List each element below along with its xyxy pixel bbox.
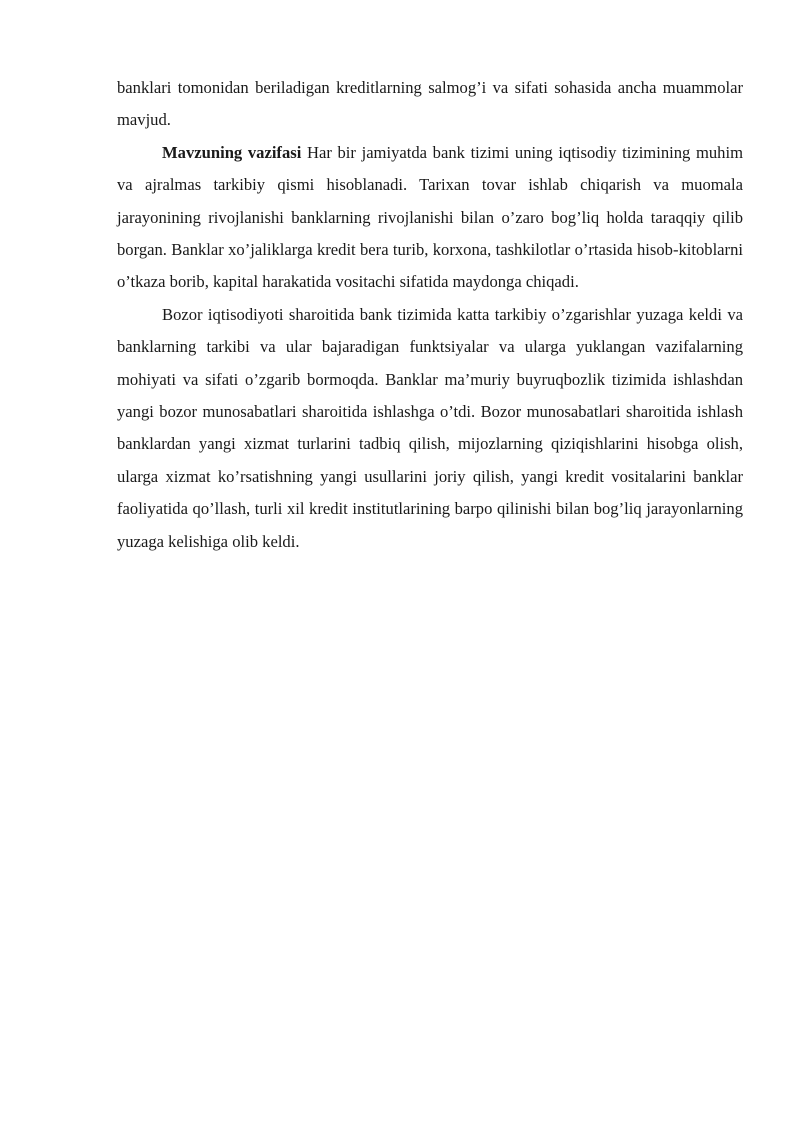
section-term: Mavzuning vazifasi — [162, 142, 302, 162]
paragraph-task — [117, 137, 743, 299]
document-page — [117, 72, 743, 558]
paragraph-market-economy: Bozor iqtisodiyoti sharoitida bank tizimida katta tarkibiy o’zgarishlar yuzaga keldi va banklarning tarkibi va ular bajaradigan funktsiyalar va ularga yuklangan vazifalarning mohiyati va sifati o’zgarib bormoqda. Banklar ma’muriy buyruqbozlik tizimida ishlashdan yangi bozor munosabatlari sharoitida ishlashga o’tdi. Bozor munosabatlari sharoitida ishlash banklardan yangi xizmat turlarini tadbiq qilish, mijozlarning qiziqishlarini hisobga olish, ularga xizmat ko’rsatishning yangi usullarini joriy qilish, yangi kredit vositalarini banklar faoliyatida qo’llash, turli xil kredit institutlarining barpo qilinishi bilan bog’liq jarayonlarning yuzaga kelishiga olib keldi. — [117, 304, 743, 551]
paragraph-task-text: Har bir jamiyatda bank tizimi uning iqtisodiy tizimining muhim va ajralmas tarkibiy qismi hisoblanadi. Tarixan tovar ishlab chiqarish va muomala jarayonining rivojlanishi banklarning rivojlanishi bilan o’zaro bog’liq holda taraqqiy qilib borgan. Banklar xo’jaliklarga kredit bera turib, korxona, tashkilotlar o’rtasida hisob-kitoblarni o’tkaza borib, kapital harakatida vositachi sifatida maydonga chiqadi. — [117, 142, 743, 292]
paragraph-continuation: banklari tomonidan beriladigan kreditlarning salmog’i va sifati sohasida ancha muammolar mavjud. — [117, 78, 743, 130]
